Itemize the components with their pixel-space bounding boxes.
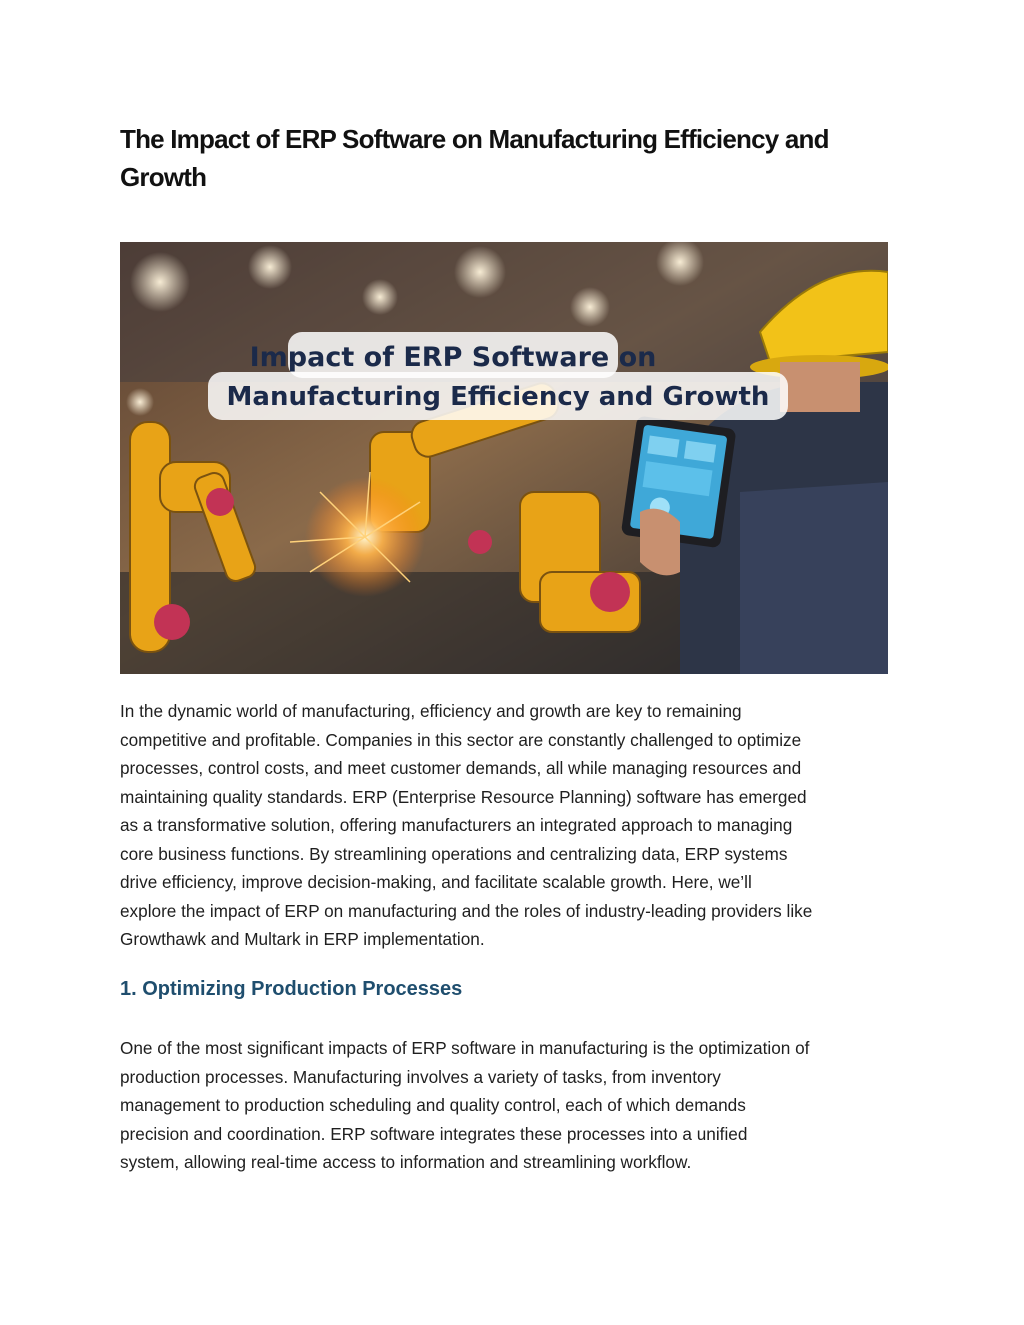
section-paragraph: One of the most significant impacts of ERP software in manufacturing is the optimization of production processes. Manufacturing involves a variety of tasks, from inventory management to production scheduling and quality control, each of which demands precision and coordination. ERP software integrates these processes into a unified system, allowing real-time access to information and streamlining workflow.	[120, 1038, 810, 1172]
banner-line-1: Impact of ERP Software on	[249, 342, 657, 373]
page-title: The Impact of ERP Software on Manufacturing Efficiency and Growth	[120, 124, 829, 192]
factory-robots-illustration	[120, 242, 888, 674]
hero-image	[120, 242, 888, 674]
section-heading: 1. Optimizing Production Processes	[120, 978, 463, 1000]
intro-paragraph: In the dynamic world of manufacturing, efficiency and growth are key to remaining competitive and profitable. Companies in this sector are constantly challenged to optimize processes, control costs, and meet customer demands, all while managing resources and maintaining quality standards. ERP (Enterprise Resource Planning) software has emerged as a transformative solution, offering manufacturers an integrated approach to managing core business functions. By streamlining operations and centralizing data, ERP systems drive efficiency, improve decision-making, and facilitate scalable growth. Here, we’ll explore the impact of ERP on manufacturing and the roles of industry-leading providers like Growthawk and Multark in ERP implementation.	[120, 701, 813, 949]
banner-line-2: Manufacturing Efficiency and Growth	[226, 382, 770, 412]
